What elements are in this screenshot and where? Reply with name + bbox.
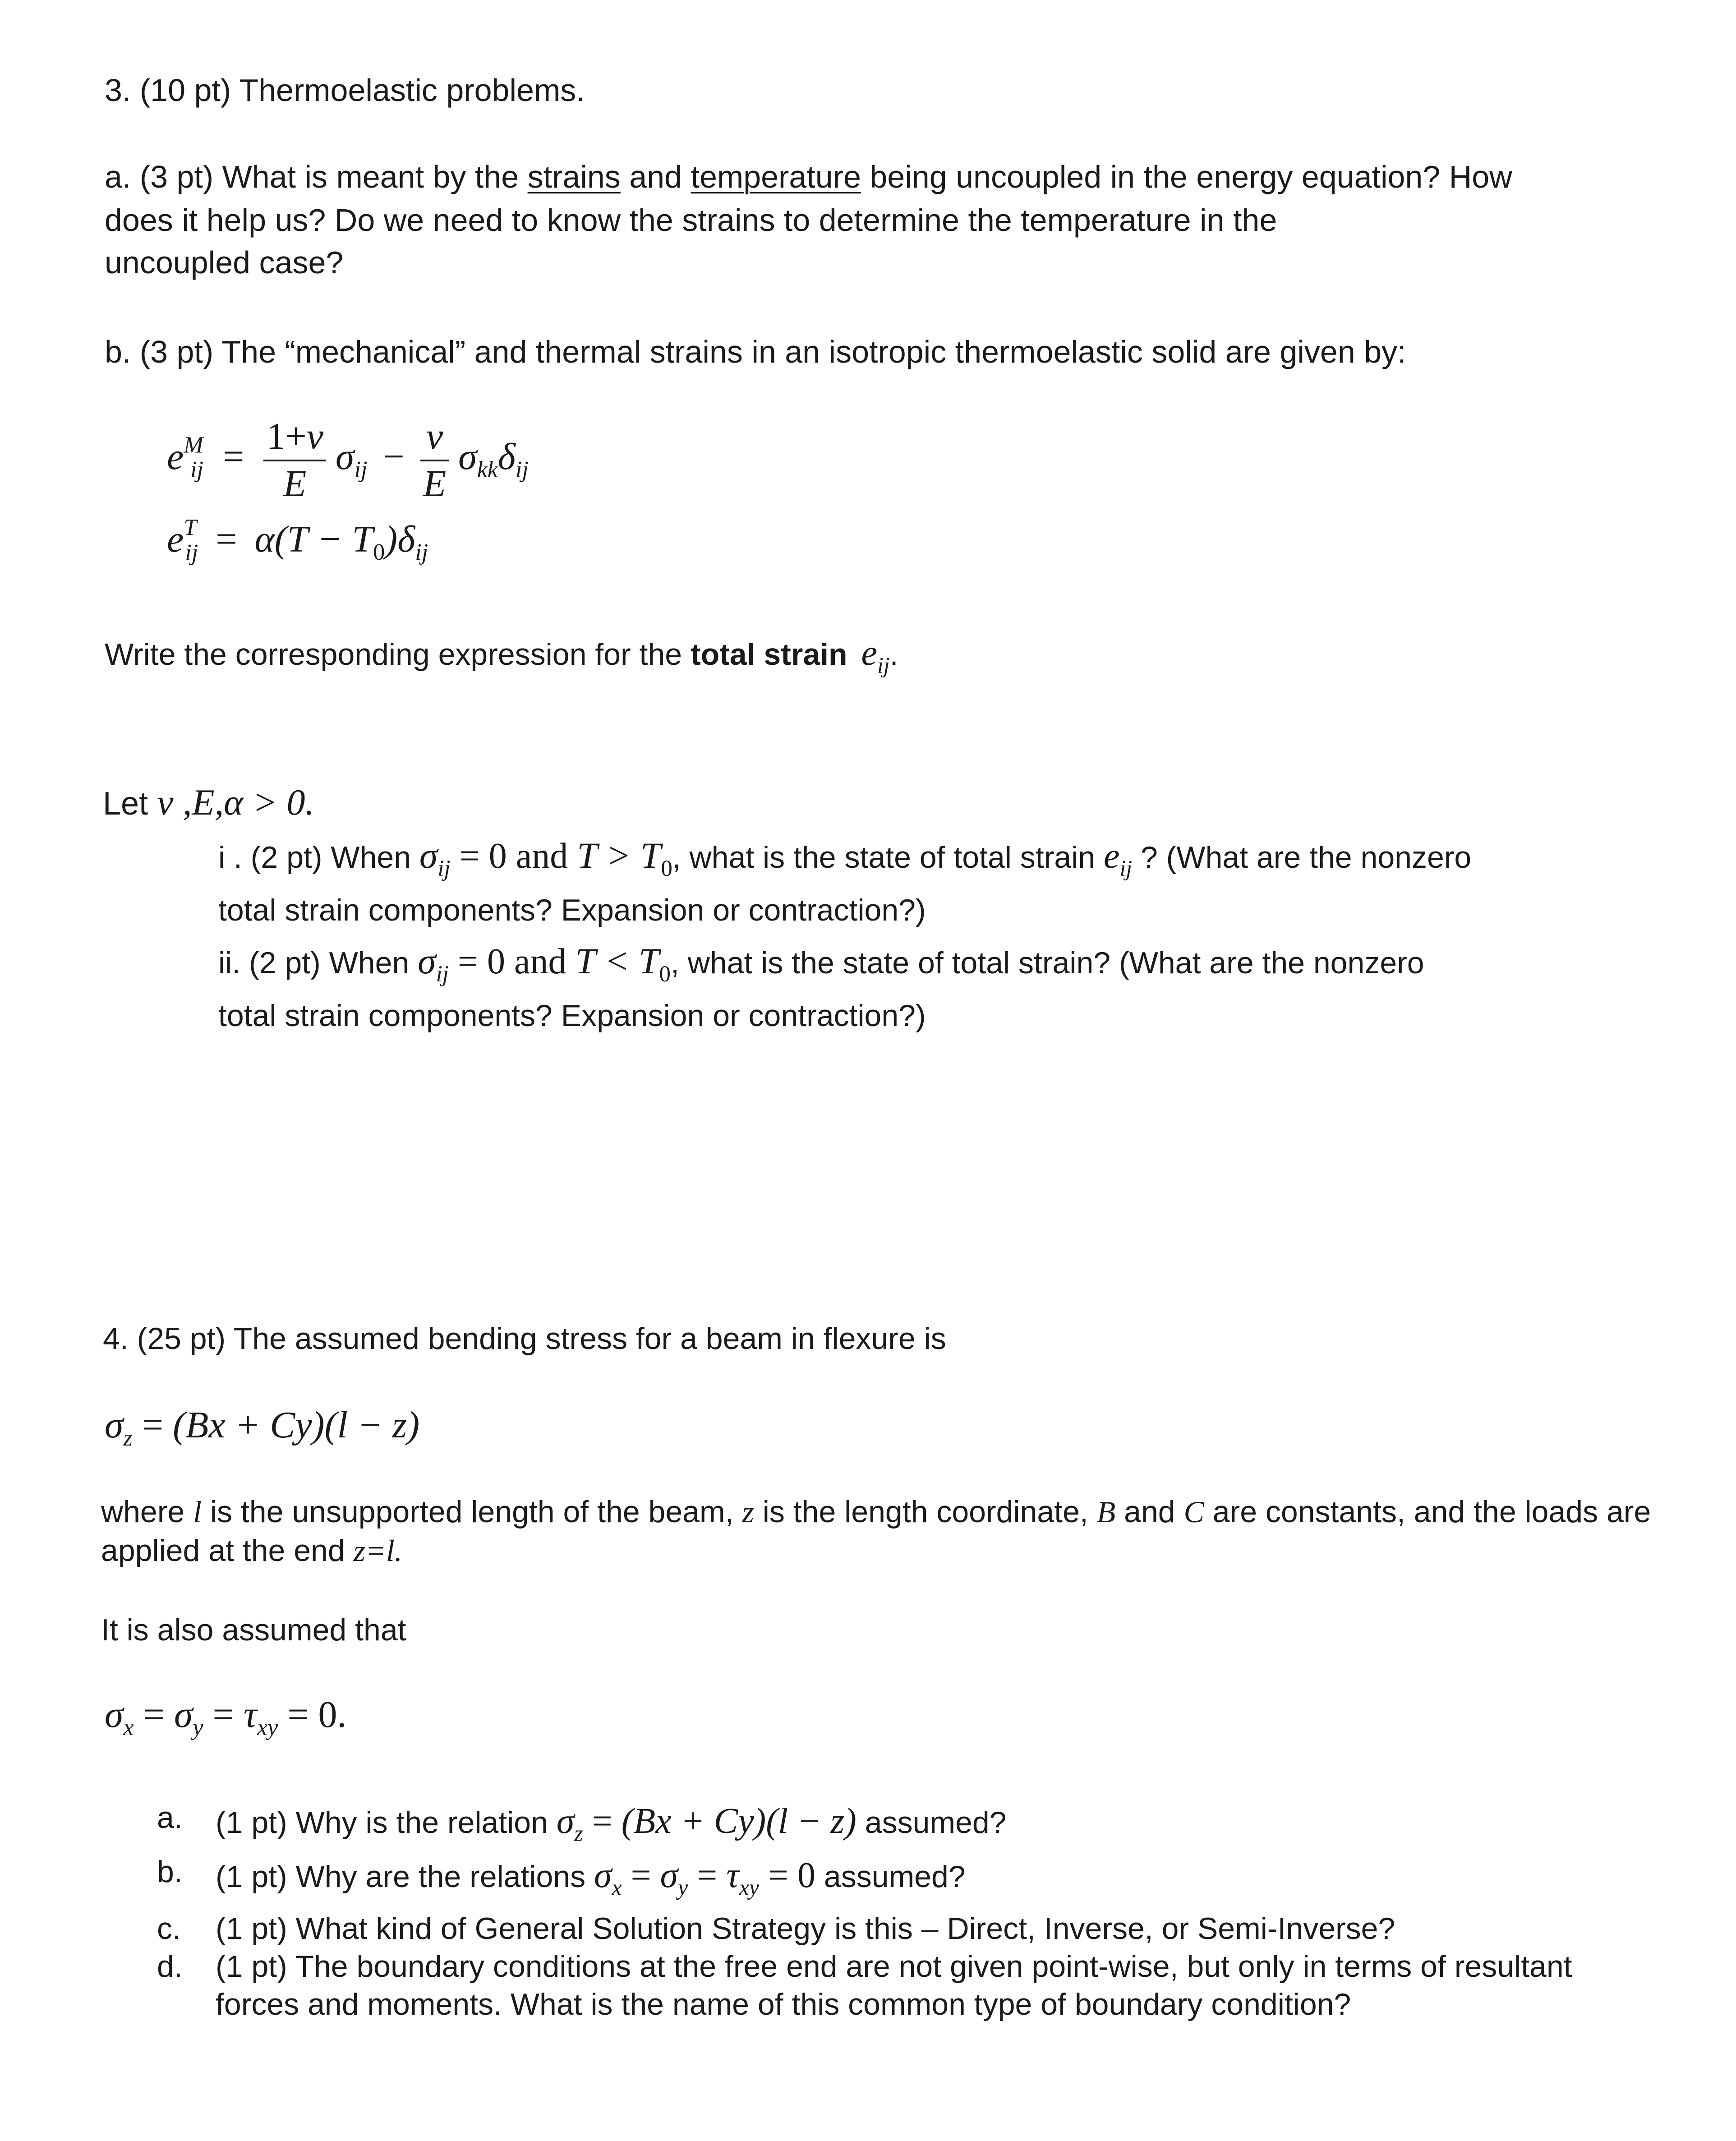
underlined-strains: strains	[527, 159, 621, 194]
applied-line: applied at the end z=l.	[101, 1533, 402, 1568]
problem-3a-line-3: uncoupled case?	[105, 245, 344, 280]
fraction-nu-over-E: $\frac{\nu}{E}$	[420, 414, 449, 507]
problem-3a-and: and	[620, 159, 691, 194]
bending-stress-equation: $\sigma_z = (Bx + Cy)(l - z)$	[105, 1404, 420, 1451]
problem-3a-line-2: does it help us? Do we need to know the strains to determine the temperature in the	[105, 203, 1277, 238]
where-line: where l is the unsupported length of the beam, z is the length coordinate, B and C are constants, and the loads are	[101, 1495, 1651, 1529]
problem-3b-line: b. (3 pt) The “mechanical” and thermal strains in an isotropic thermoelastic solid are given by:	[105, 334, 1406, 369]
problem-3a-prefix: a. (3 pt) What is meant by the	[105, 159, 528, 194]
fraction-1-plus-nu-over-E: $\frac{1+\nu}{E}$	[263, 414, 326, 507]
underlined-temperature: temperature	[691, 159, 861, 194]
problem-3-title: 3. (10 pt) Thermoelastic problems.	[105, 73, 585, 108]
also-assumed-line: It is also assumed that	[101, 1613, 406, 1647]
write-total-strain-line: Write the corresponding expression for the total strain $e_{ij}$.	[105, 633, 898, 678]
item-ii-line-1: ii. (2 pt) When $\sigma_{ij} = 0$ and $T < T_0$, what is the state of total strain? (What are the nonzero	[218, 940, 1424, 986]
mechanical-strain-equation: $e^M_{ij}$ = $\frac{1+\nu}{E}$ $\sigma_{ij}$ − $\frac{\nu}{E}$ $\sigma_{kk}\delta_{ij}$	[167, 414, 529, 507]
item-ii-line-2: total strain components? Expansion or contraction?)	[218, 999, 926, 1033]
item-i-line-2: total strain components? Expansion or contraction?)	[218, 893, 926, 927]
write-prefix: Write the corresponding expression for the	[105, 637, 691, 672]
question-4b: b. (1 pt) Why are the relations $\sigma_x = \sigma_y = \tau_{xy} = 0$ assumed?	[157, 1855, 966, 1900]
question-4d: d. (1 pt) The boundary conditions at the free end are not given point-wise, but only in terms of resultant	[157, 1949, 1572, 1984]
question-4c: c. (1 pt) What kind of General Solution Strategy is this – Direct, Inverse, or Semi-Inverse?	[157, 1911, 1395, 1946]
problem-3a-line-1	[105, 158, 1512, 196]
let-line: Let ν ,E,α > 0.	[103, 782, 314, 823]
problem-3a-rest: being uncoupled in the energy equation? How	[861, 159, 1512, 194]
total-strain-bold: total strain	[690, 637, 847, 672]
problem-4-title: 4. (25 pt) The assumed bending stress for a beam in flexure is	[103, 1321, 946, 1356]
zero-stress-equation: $\sigma_x = \sigma_y = \tau_{xy} = 0$.	[105, 1694, 347, 1741]
question-4a: a. (1 pt) Why is the relation $\sigma_z = (Bx + Cy)(l - z)$ assumed?	[157, 1800, 1007, 1846]
thermal-strain-equation: $e^T_{ij} = \alpha(T - T_0)\delta_{ij}$	[167, 515, 428, 566]
item-i-line-1: i . (2 pt) When $\sigma_{ij} = 0$ and $T > T_0$, what is the state of total strain $e_{ij}$ ? (What are the nonzero	[218, 835, 1472, 881]
question-4d-line-2: forces and moments. What is the name of this common type of boundary condition?	[216, 1987, 1351, 2021]
